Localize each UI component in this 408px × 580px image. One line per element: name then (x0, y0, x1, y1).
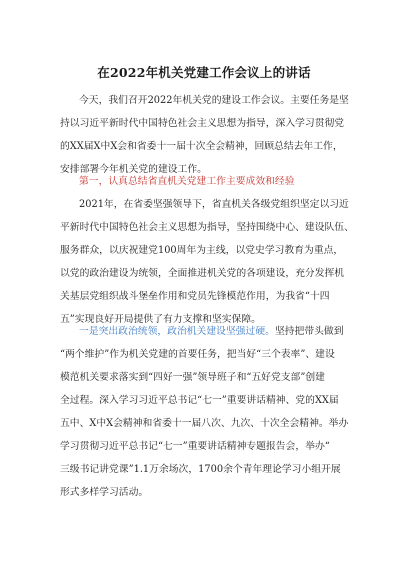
paragraph-line: 五”实现良好开局提供了有力支撑和坚实保障。 (60, 314, 261, 325)
paragraph-line: 2021年，在省委坚强领导下，省直机关各级党组织坚定以习近 (79, 199, 349, 210)
paragraph-line: 模范机关要求落实到“四好一强”领导班子和“五好党支部”创建 (60, 372, 325, 383)
section-heading: 第一，认真总结省直机关党建工作主要成效和经验 (79, 176, 295, 187)
paragraph-line: 服务群众，以庆祝建党100周年为主线，以党史学习教育为重点， (60, 245, 344, 256)
point-one-paragraph (60, 320, 360, 504)
paragraph-line: 安排部署今年机关党的建设工作。 (60, 164, 207, 175)
paragraph-line: 今天，我们召开2022年机关党的建设工作会议。主要任务是坚 (79, 95, 349, 106)
paragraph-line: 全过程。深入学习习近平总书记“七一”重要讲话精神、党的XX届 (60, 395, 339, 406)
paragraph-line: 学习贯彻习近平总书记“七一”重要讲话精神专题报告会，举办“ (60, 441, 330, 452)
paragraph-line: 持以习近平新时代中国特色社会主义思想为指导，深入学习贯彻党 (60, 118, 345, 129)
point-one-lead: 一是突出政治统领，政治机关建设坚强过硬。 (79, 326, 275, 337)
paragraph-line: 平新时代中国特色社会主义思想为指导，坚持围绕中心、建设队伍、 (60, 222, 354, 233)
section-paragraph (60, 193, 360, 331)
paragraph-line: 五中、X中X会精神和省委十一届八次、九次、十次全会精神。举办 (60, 418, 349, 429)
section-heading-block (60, 170, 360, 193)
paragraph-line: 三级书记讲党课”1.1万余场次，1700余个青年理论学习小组开展 (60, 464, 341, 475)
paragraph-line: 关基层党组织战斗堡垒作用和党员先锋模范作用，为我省“十四 (60, 291, 330, 302)
paragraph-line: “两个维护”作为机关党建的首要任务，把当好“三个表率”、建设 (60, 349, 335, 360)
paragraph-line: 的XX届X中X会和省委十一届十次全会精神，回顾总结去年工作， (60, 141, 343, 152)
paragraph-line (60, 320, 360, 343)
document-title: 在2022年机关党建工作会议上的讲话 (97, 65, 311, 80)
point-one-first-rest: 坚持把带头做到 (274, 326, 344, 337)
intro-paragraph (60, 89, 360, 181)
paragraph-line: 以党的政治建设为统领，全面推进机关党的各项建设，充分发挥机 (60, 268, 345, 279)
paragraph-line: 形式多样学习活动。 (60, 487, 149, 498)
